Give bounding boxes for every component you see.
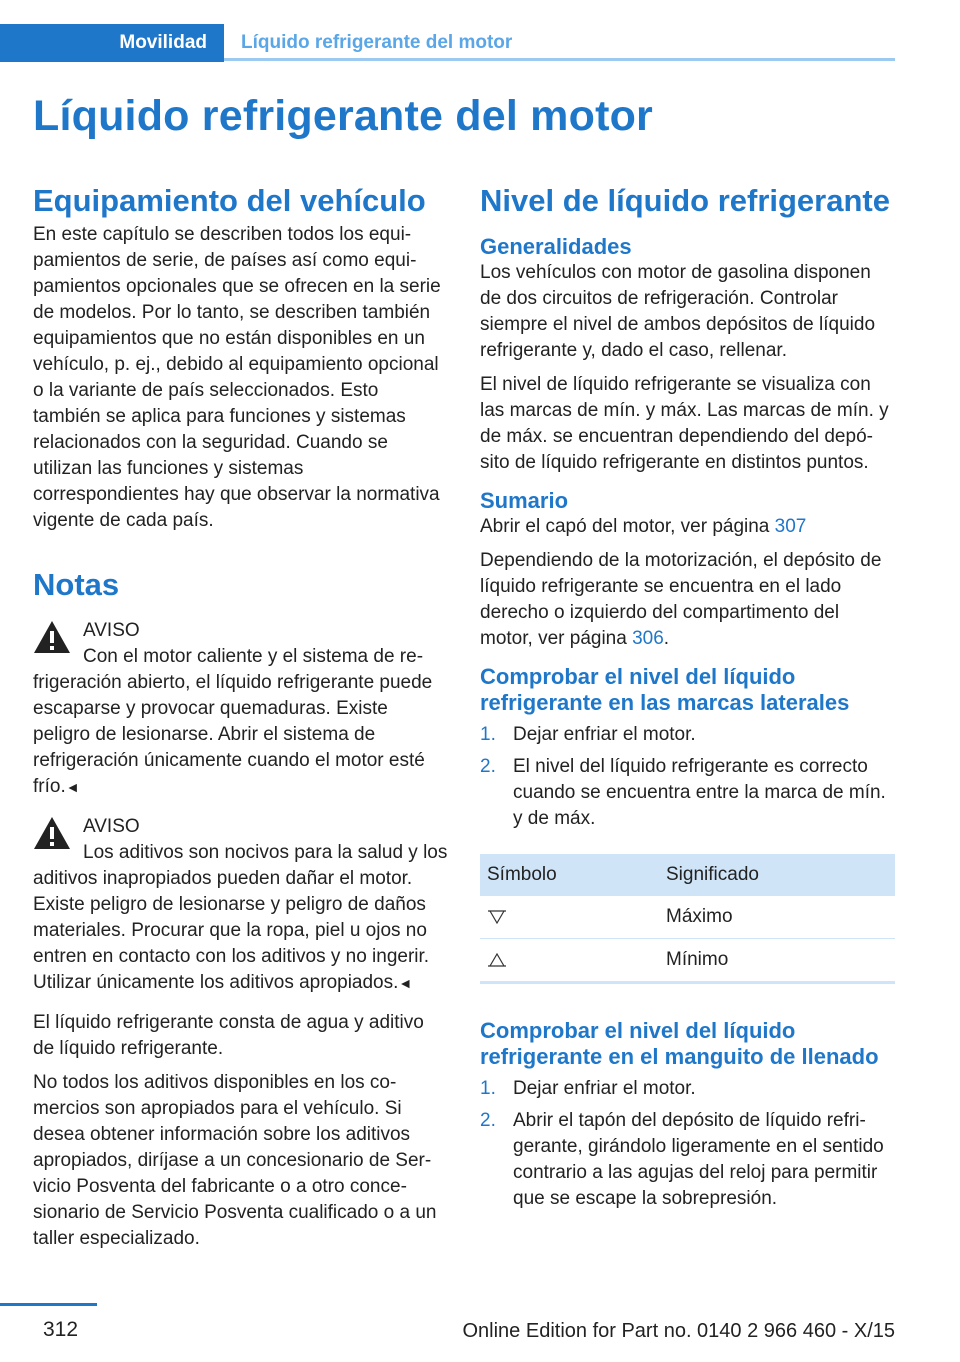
equipment-heading: Equipamiento del vehículo: [33, 183, 426, 218]
list-item: 2. El nivel del líquido refrigerante es correcto cuando se encuentra entre la marca de mín. y de máx.: [480, 756, 886, 829]
table-row: [480, 939, 895, 983]
warning-label: AVISO: [83, 620, 140, 641]
warning-text: Los aditivos son nocivos para la salud y los aditivos inapropiados pueden dañar el motor. Existe peligro de lesionarse y peligro de daños materiales. Procurar que la ropa, piel u ojos no entren en contacto con los aditivos y no ingerir. Utilizar únicamente los aditivos apropiados.◄: [33, 842, 448, 993]
side-marks-heading: Comprobar el nivel del líquido refrigerante en las marcas laterales: [480, 664, 850, 715]
min-mark-icon: [487, 953, 507, 967]
page-title: Líquido refrigerante del motor: [33, 92, 653, 140]
side-marks-steps: [480, 722, 895, 832]
table-header-row: [480, 854, 895, 896]
header-rule: [224, 58, 895, 61]
summary-paragraph-1: Abrir el capó del motor, ver página 307: [480, 516, 807, 537]
page-number: 312: [43, 1318, 79, 1341]
list-item: 1. Dejar enfriar el motor.: [480, 1078, 696, 1099]
column-header-meaning: Significado: [659, 854, 895, 896]
topic-label: Líquido refrigerante del motor: [241, 32, 513, 53]
section-tab[interactable]: Movilidad: [0, 24, 224, 62]
left-column: [33, 180, 448, 1260]
filler-neck-steps: [480, 1076, 895, 1212]
table-cell-meaning: Mínimo: [659, 939, 895, 983]
end-mark: ◄: [398, 975, 413, 991]
running-header: [0, 24, 895, 62]
edition-note: Online Edition for Part no. 0140 2 966 460 - X/15: [462, 1320, 895, 1342]
coolant-level-heading: Nivel de líquido refrigerante: [480, 183, 890, 218]
max-mark-icon: [487, 910, 507, 924]
table-cell-symbol: [480, 939, 659, 983]
list-item: 2. Abrir el tapón del depósito de líquido refrigerante, girándolo ligeramente en el sentido contrario a las agujas del reloj para permitir que se escape la sobrepresión.: [480, 1110, 884, 1209]
table-row: [480, 896, 895, 939]
summary-paragraph-2: Dependiendo de la motorización, el depósito de líquido refrigerante se encuentra en el lado derecho o izquierdo del compartimento del motor, ver página 306.: [480, 550, 882, 649]
warning-block-1: [33, 618, 448, 800]
table-cell-symbol: [480, 896, 659, 939]
warning-label: AVISO: [83, 816, 140, 837]
symbol-table: [480, 854, 895, 984]
page-link-307[interactable]: 307: [774, 516, 807, 537]
filler-neck-heading: Comprobar el nivel del líquido refrigerante en el manguito de llenado: [480, 1018, 879, 1069]
warning-block-2: [33, 814, 448, 996]
warning-text: Con el motor caliente y el sistema de refrigeración abierto, el líquido refrigerante puede escaparse y provocar quemaduras. Existe peligro de lesionarse. Abrir el sistema de refrigeración únicamente cuando el motor esté frío.◄: [33, 646, 433, 797]
list-item: 1. Dejar enfriar el motor.: [480, 724, 696, 745]
additives-paragraph: No todos los aditivos disponibles en los comercios son apropiados para el vehículo. Si desea obtener información sobre los aditivos apropiados, diríjase a un concesionario de Servicio Posventa del fabricante o a otro concesionario de Servicio Posventa cualificado o a un taller especializado.: [33, 1072, 437, 1249]
column-header-symbol: Símbolo: [480, 854, 659, 896]
equipment-paragraph: En este capítulo se describen todos los equipamientos de serie, de países así como equipamientos opcionales que se ofrecen en la serie de modelos. Por lo tanto, se describen también equipamientos que no están disponibles en un vehículo, p. ej., debido al equipamiento opcional o la variante de país seleccionados. Esto también se aplica para funciones y sistemas relacionados con la seguridad. Cuando se utilizan las funciones y sistemas correspondientes hay que observar la normativa vigente de cada país.: [33, 224, 441, 531]
warning-triangle-icon: [33, 620, 71, 654]
general-paragraph-2: El nivel de líquido refrigerante se visualiza con las marcas de mín. y máx. Las marcas de mín. y de máx. se encuentran dependiendo del depósito de líquido refrigerante en distintos puntos.: [480, 374, 889, 473]
general-heading: Generalidades: [480, 234, 632, 259]
page-link-306[interactable]: 306: [632, 628, 664, 649]
general-paragraph-1: Los vehículos con motor de gasolina disponen de dos circuitos de refrigeración. Controlar siempre el nivel de ambos depósitos de líquido refrigerante y, dado el caso, rellenar.: [480, 262, 876, 361]
notes-heading: Notas: [33, 567, 120, 602]
table-cell-meaning: Máximo: [659, 896, 895, 939]
summary-heading: Sumario: [480, 488, 569, 513]
right-column: [480, 180, 895, 1218]
end-mark: ◄: [65, 779, 80, 795]
coolant-composition-paragraph: El líquido refrigerante consta de agua y aditivo de líquido refrigerante.: [33, 1012, 424, 1059]
warning-triangle-icon: [33, 816, 71, 850]
footer-rule: [0, 1303, 97, 1306]
